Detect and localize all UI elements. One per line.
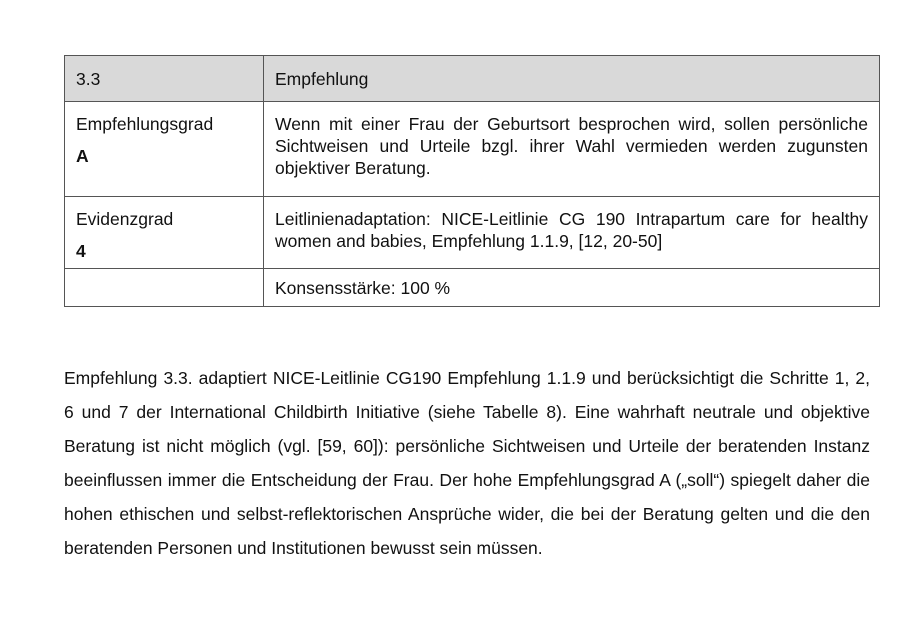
recommendation-number: 3.3 (76, 68, 101, 89)
evidence-grade-label: Evidenzgrad (76, 209, 174, 229)
recommendation-grade-label: Empfehlungsgrad (76, 114, 214, 134)
evidence-grade-cell (65, 197, 264, 269)
explanation-paragraph: Empfehlung 3.3. adaptiert NICE-Leitlinie CG190 Empfehlung 1.1.9 und berücksichtigt die Schritte 1, 2, 6 und 7 der International Childbirth Initiative (siehe Tabelle 8). Eine wahrhaft neutrale und objektive Beratung ist nicht möglich (vgl. [59, 60]): persönliche Sichtweisen und Urteile der beratenden Instanz beeinflussen immer die Entscheidung der Frau. Der hohe Empfehlungsgrad A („soll“) spiegelt daher die hohen ethischen und selbst-reflektorischen Ansprüche wider, die bei der Beratung gelten und die den beratenden Personen und Institutionen bewusst sein müssen. (64, 368, 870, 558)
recommendation-grade-cell (65, 102, 264, 197)
recommendation-table (64, 55, 880, 307)
consensus-row (65, 269, 880, 307)
consensus-text-cell (264, 269, 880, 307)
recommendation-grade-value: A (76, 146, 89, 166)
evidence-text: Leitlinienadaptation: NICE-Leitlinie CG 190 Intrapartum care for healthy women and babies, Empfehlung 1.1.9, [12, 20-50] (275, 209, 868, 251)
consensus-text: Konsensstärke: 100 % (275, 277, 451, 298)
header-title-cell (264, 56, 880, 102)
consensus-empty-cell (65, 269, 264, 307)
header-number-cell (65, 56, 264, 102)
table-header-row (65, 56, 880, 102)
recommendation-text: Wenn mit einer Frau der Geburtsort besprochen wird, sollen persönliche Sichtweisen und Urteile bzgl. ihrer Wahl vermieden werden zugunsten objektiver Beratung. (275, 114, 868, 178)
evidence-grade-value: 4 (76, 241, 86, 261)
recommendation-text-cell (264, 102, 880, 197)
evidence-row (65, 197, 880, 269)
recommendation-header-title: Empfehlung (275, 68, 369, 89)
evidence-text-cell (264, 197, 880, 269)
recommendation-row (65, 102, 880, 197)
